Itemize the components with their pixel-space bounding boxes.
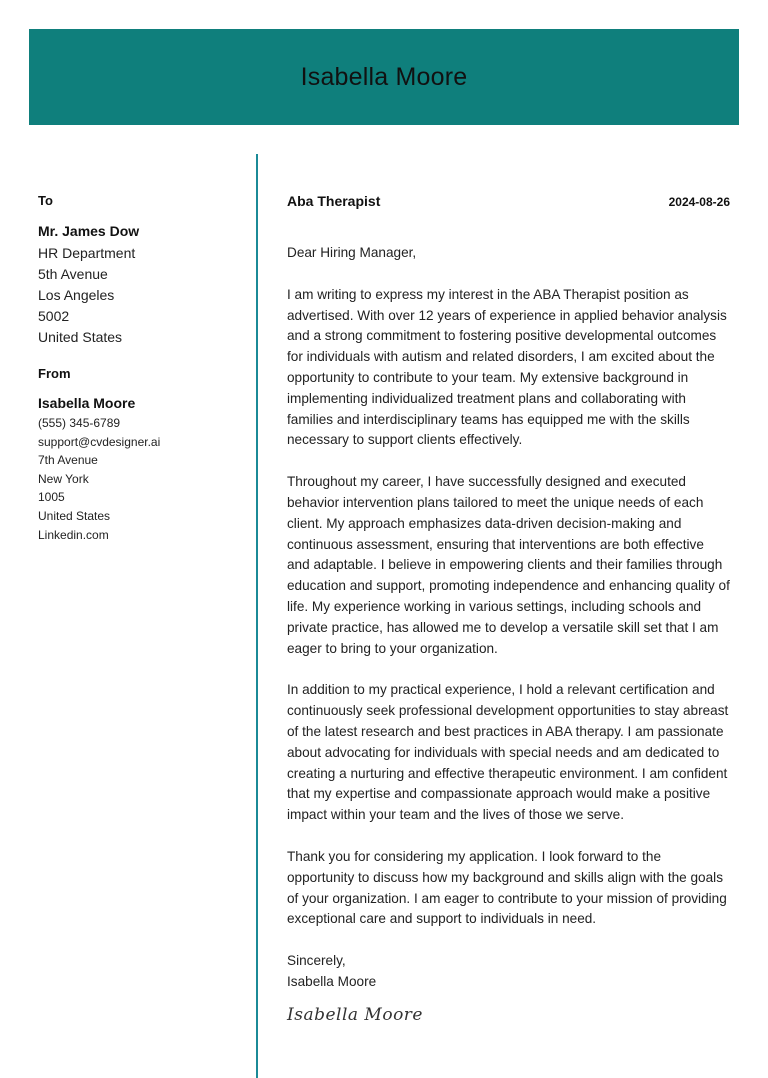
recipient-name: Mr. James Dow (38, 223, 140, 239)
paragraph-2: Throughout my career, I have successfully designed and executed behavior intervention plans tailored to meet the unique needs of each client. My approach emphasizes data-driven decision-making and continuous assessment, ensuring that interventions are both effective and adaptable. I believe in empowering clients and their families through education and support, promoting independence and enhancing quality of life. My experience working in various settings, including schools and private practice, has allowed me to develop a versatile skill set that I am eager to bring to your organization. (287, 474, 730, 656)
paragraph-3: In addition to my practical experience, I hold a relevant certification and continuously seek professional development opportunities to stay abreast of the latest research and best practices in ABA therapy. I am passionate about advocating for individuals with special needs and am dedicated to creating a nurturing and effective therapeutic environment. I am confident that my expertise and compassionate approach would make a positive impact within your team and the lives of those we serve. (287, 682, 729, 823)
closing-name: Isabella Moore (287, 973, 377, 989)
paragraph-4: Thank you for considering my application. I look forward to the opportunity to discuss how my background and skills align with the goals of your organization. I am eager to contribute to your mission of providing exceptional care and support to individuals in need. (287, 848, 727, 927)
recipient-street: 5th Avenue (38, 266, 108, 282)
recipient-section-title: To (38, 193, 53, 208)
job-title: Aba Therapist (287, 193, 381, 209)
recipient-postal-code: 5002 (38, 308, 70, 324)
sender-postal-code: 1005 (38, 490, 65, 505)
recipient-block (38, 193, 238, 348)
letter-date: 2024-08-26 (668, 195, 730, 209)
vertical-divider (256, 154, 258, 1078)
closing: Sincerely, (287, 953, 346, 969)
sender-street: 7th Avenue (38, 453, 98, 468)
sidebar (38, 193, 238, 544)
recipient-country: United States (38, 329, 123, 345)
paragraph-1: I am writing to express my interest in the ABA Therapist position as advertised. With over 12 years of experience in applied behavior analysis and a strong commitment to fostering positive developmental outcomes for individuals with autism and related disorders, I am excited about the opportunity to contribute to your team. My extensive background in implementing individualized treatment plans and collaborating with families and interdisciplinary teams has equipped me with the skills necessary to support clients effectively. (287, 286, 727, 448)
letter-body (287, 193, 730, 1025)
sender-country: United States (38, 508, 111, 523)
recipient-city: Los Angeles (38, 287, 115, 303)
letter-meta-row (287, 193, 730, 211)
salutation: Dear Hiring Manager, (287, 245, 417, 260)
sender-block (38, 366, 238, 544)
sender-section-title: From (38, 366, 71, 381)
sender-email: support@cvdesigner.ai (38, 434, 161, 449)
recipient-department: HR Department (38, 245, 136, 261)
sender-name: Isabella Moore (38, 395, 136, 411)
sender-linkedin: Linkedin.com (38, 527, 109, 542)
sender-phone: (555) 345-6789 (38, 416, 121, 430)
signature: Isabella Moore (287, 1004, 423, 1025)
sender-city: New York (38, 471, 89, 486)
header-name: Isabella Moore (300, 62, 468, 91)
header-band (29, 29, 739, 125)
